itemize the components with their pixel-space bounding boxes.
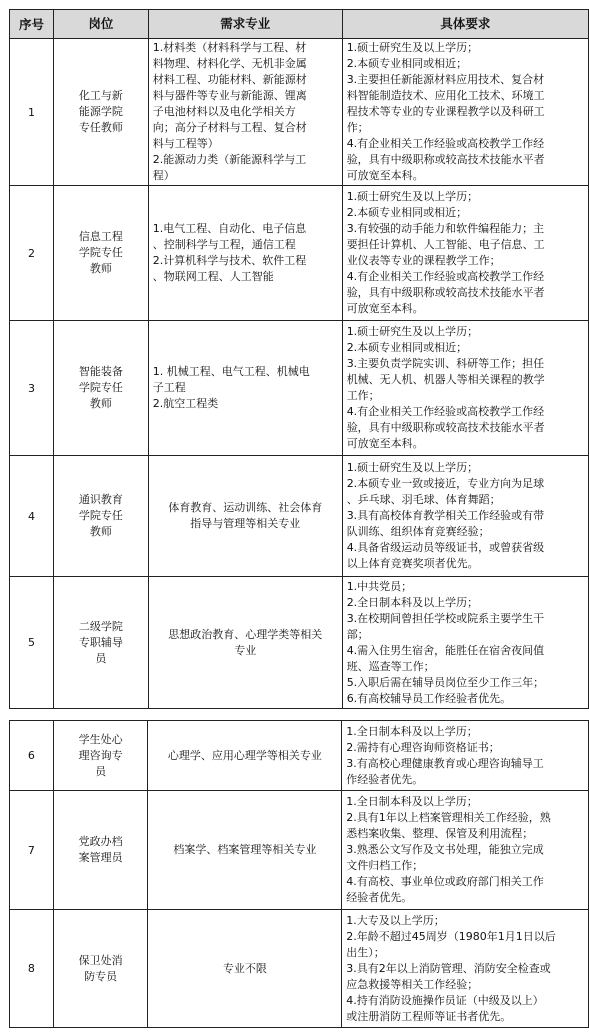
requirements-cell-line: 4.有企业相关工作经验或高校教学工作经 bbox=[346, 270, 545, 283]
majors-cell-line: 向；高分子材料与工程、复合材 bbox=[152, 121, 307, 134]
table-row bbox=[10, 456, 589, 577]
majors-cell-line: 程） bbox=[152, 169, 175, 182]
majors-cell-line: 思想政治教育、心理学类等相关 bbox=[168, 627, 323, 641]
position-cell-line: 案管理员 bbox=[78, 851, 123, 864]
positions-table-part-1 bbox=[9, 9, 589, 709]
table-row bbox=[10, 791, 589, 910]
requirements-cell bbox=[342, 186, 588, 321]
majors-cell-line: 档案学、档案管理等相关专业 bbox=[173, 843, 317, 856]
requirements-cell bbox=[342, 910, 589, 1028]
requirements-cell-line: 工作； bbox=[346, 389, 380, 402]
position-cell-line: 专任教师 bbox=[78, 121, 123, 134]
requirements-cell-line: 4.具备省级运动员等级证书，或曾获省级 bbox=[346, 541, 545, 554]
requirements-cell-line: 验，具有中级职称或较高技术技能水平者 bbox=[346, 421, 545, 434]
requirements-cell-line: 程技术等专业的专业课程教学以及科研工 bbox=[346, 105, 545, 118]
table-row bbox=[10, 577, 589, 709]
majors-cell-line: 子工程 bbox=[152, 381, 186, 394]
position-cell-line: 学院专任 bbox=[78, 381, 123, 394]
position-cell-line: 理咨询专 bbox=[78, 748, 123, 762]
requirements-cell-line: 悉档案收集、整理、保管及利用流程； bbox=[346, 827, 534, 840]
requirements-cell-line: 4.有高校、事业单位或政府部门相关工作 bbox=[346, 875, 544, 888]
table-row bbox=[10, 186, 589, 321]
header-majors: 需求专业 bbox=[148, 10, 342, 39]
table-row bbox=[10, 321, 589, 456]
position-cell bbox=[53, 910, 148, 1028]
position-cell bbox=[54, 186, 149, 321]
requirements-cell-line: 以上体育竞赛奖项者优先。 bbox=[346, 557, 479, 570]
majors-cell-line: 1. 机械工程、电气工程、机械电 bbox=[152, 365, 310, 378]
majors-cell-line: 2.计算机科学与技术、软件工程 bbox=[152, 254, 307, 267]
requirements-cell bbox=[342, 791, 589, 910]
positions-table-part-2 bbox=[9, 720, 589, 1028]
position-cell-line: 通识教育 bbox=[78, 493, 123, 506]
requirements-cell-line: 4.需入住男生宿舍，能胜任在宿舍夜间值 bbox=[346, 643, 545, 657]
requirements-cell-line: 2.本硕专业相同或相近； bbox=[346, 341, 468, 354]
majors-cell-line: 料物理、材料化学、无机非金属 bbox=[152, 57, 307, 70]
majors-cell bbox=[148, 910, 342, 1028]
requirements-cell-line: 要担任计算机、人工智能、电子信息、工 bbox=[346, 238, 545, 251]
header-position: 岗位 bbox=[54, 10, 149, 39]
majors-cell-line: 心理学、应用心理学等相关专业 bbox=[167, 748, 322, 762]
requirements-cell-line: 2.需持有心理咨询师资格证书； bbox=[346, 740, 500, 754]
position-cell bbox=[54, 456, 149, 577]
requirements-cell-line: 3.主要担任新能源材料应用技术、复合材 bbox=[346, 73, 545, 86]
position-cell-line: 专职辅导 bbox=[78, 635, 123, 649]
position-cell-line: 教师 bbox=[89, 525, 112, 538]
requirements-cell-line: 料智能制造技术、应用化工技术、环境工 bbox=[346, 89, 545, 102]
requirements-cell-line: 经验者优先。 bbox=[346, 891, 413, 904]
majors-cell-line: 材料工程、功能材料、新能源材 bbox=[152, 73, 307, 86]
requirements-cell-line: 验，具有中级职称或较高技术技能水平者 bbox=[346, 286, 545, 299]
requirements-cell bbox=[342, 456, 588, 577]
requirements-cell-line: 3.主要负责学院实训、科研等工作；担任 bbox=[346, 357, 545, 370]
requirements-cell-line: 1.硕士研究生及以上学历； bbox=[346, 190, 479, 203]
majors-cell bbox=[148, 39, 342, 186]
requirements-cell-line: 1.全日制本科及以上学历； bbox=[346, 724, 478, 738]
majors-cell-line: 1.材料类（材料科学与工程、材 bbox=[152, 41, 307, 54]
requirements-cell-line: 可放宽至本科。 bbox=[346, 437, 424, 450]
page-break bbox=[0, 711, 589, 720]
position-cell-line: 教师 bbox=[89, 262, 112, 275]
requirements-cell-line: 文件归档工作； bbox=[346, 859, 424, 872]
requirements-cell-line: 3.具有高校体育教学相关工作经验或有带 bbox=[346, 509, 545, 522]
majors-cell bbox=[148, 791, 342, 910]
requirements-cell-line: 1.全日制本科及以上学历； bbox=[346, 795, 478, 808]
row-index: 5 bbox=[10, 577, 54, 709]
requirements-cell-line: 1.硕士研究生及以上学历； bbox=[346, 325, 479, 338]
requirements-cell-line: 机械、无人机、机器人等相关课程的教学 bbox=[346, 373, 545, 386]
requirements-cell-line: 2.本硕专业一致或接近，专业方向为足球 bbox=[346, 477, 545, 490]
position-cell-line: 员 bbox=[95, 651, 107, 665]
requirements-cell-line: 可放宽至本科。 bbox=[346, 169, 424, 182]
position-cell bbox=[53, 721, 148, 791]
majors-cell-line: 、物联网工程、人工智能 bbox=[152, 270, 274, 283]
row-index: 3 bbox=[10, 321, 54, 456]
header-row bbox=[10, 10, 589, 39]
requirements-cell-line: 2.具有1年以上档案管理相关工作经验，熟 bbox=[346, 811, 551, 824]
requirements-cell-line: 2.本硕专业相同或相近； bbox=[346, 206, 468, 219]
requirements-cell-line: 队训练、组织体育竞赛经验； bbox=[346, 525, 490, 538]
position-cell bbox=[54, 321, 149, 456]
majors-cell-line: 子电池材料以及电化学相关方 bbox=[152, 105, 296, 118]
position-cell-line: 防专员 bbox=[84, 969, 118, 983]
requirements-cell-line: 部； bbox=[346, 627, 369, 641]
position-cell-line: 保卫处消 bbox=[78, 953, 123, 967]
row-index: 2 bbox=[10, 186, 54, 321]
majors-cell bbox=[148, 456, 342, 577]
requirements-cell-line: 5.入职后需在辅导员岗位至少工作三年； bbox=[346, 675, 545, 689]
requirements-cell-line: 3.有高校心理健康教育或心理咨询辅导工 bbox=[346, 756, 544, 770]
row-index: 1 bbox=[10, 39, 54, 186]
row-index: 4 bbox=[10, 456, 54, 577]
requirements-cell-line: 出生）； bbox=[346, 945, 385, 959]
majors-cell bbox=[148, 721, 342, 791]
requirements-cell-line: 、乒乓球、羽毛球、体育舞蹈； bbox=[346, 493, 501, 506]
majors-cell-line: 料与器件等专业与新能源、锂离 bbox=[152, 89, 307, 102]
requirements-cell bbox=[342, 577, 588, 709]
majors-cell-line: 2.能源动力类（新能源科学与工 bbox=[152, 153, 307, 166]
majors-cell-line: 体育教育、运动训练、社会体育 bbox=[168, 501, 323, 514]
requirements-cell-line: 2.全日制本科及以上学历； bbox=[346, 595, 479, 609]
row-index: 8 bbox=[10, 910, 54, 1028]
majors-cell-line: 、控制科学与工程，通信工程 bbox=[152, 238, 296, 251]
requirements-cell-line: 1.硕士研究生及以上学历； bbox=[346, 41, 479, 54]
majors-cell-line: 专业 bbox=[234, 643, 257, 657]
requirements-cell-line: 4.有企业相关工作经验或高校教学工作经 bbox=[346, 137, 545, 150]
row-index: 7 bbox=[10, 791, 54, 910]
requirements-cell-line: 1.硕士研究生及以上学历； bbox=[346, 461, 479, 474]
requirements-cell-line: 可放宽至本科。 bbox=[346, 302, 424, 315]
requirements-cell-line: 作经验者优先。 bbox=[346, 772, 424, 786]
majors-cell-line: 1.电气工程、自动化、电子信息 bbox=[152, 222, 307, 235]
majors-cell-line: 2.航空工程类 bbox=[152, 397, 219, 410]
requirements-cell-line: 4.持有消防设施操作员证（中级及以上） bbox=[346, 993, 544, 1007]
requirements-cell-line: 3.熟悉公文写作及文书处理，能独立完成 bbox=[346, 843, 544, 856]
majors-cell-line: 指导与管理等相关专业 bbox=[190, 517, 301, 530]
requirements-cell bbox=[342, 721, 589, 791]
position-cell-line: 教师 bbox=[89, 397, 112, 410]
header-requirements: 具体要求 bbox=[342, 10, 588, 39]
table-row bbox=[10, 721, 589, 791]
position-cell-line: 化工与新 bbox=[78, 89, 123, 102]
requirements-cell-line: 2.本硕专业相同或相近； bbox=[346, 57, 468, 70]
position-cell-line: 学院专任 bbox=[78, 509, 123, 522]
table-row bbox=[10, 910, 589, 1028]
majors-cell bbox=[148, 321, 342, 456]
requirements-cell-line: 或注册消防工程师等证书者优先。 bbox=[346, 1009, 512, 1023]
table-row bbox=[10, 39, 589, 186]
position-cell-line: 党政办档 bbox=[78, 835, 123, 848]
requirements-cell bbox=[342, 39, 588, 186]
position-cell-line: 能源学院 bbox=[78, 105, 123, 118]
position-cell-line: 员 bbox=[95, 764, 107, 778]
requirements-cell-line: 6.有高校辅导员工作经验者优先。 bbox=[346, 691, 512, 705]
requirements-cell-line: 4.有企业相关工作经验或高校教学工作经 bbox=[346, 405, 545, 418]
majors-cell bbox=[148, 577, 342, 709]
requirements-cell-line: 2.年龄不超过45周岁（1980年1月1日以后 bbox=[346, 929, 556, 943]
requirements-cell-line: 作； bbox=[346, 121, 369, 134]
requirements-cell-line: 1.大专及以上学历； bbox=[346, 913, 445, 927]
position-cell bbox=[54, 39, 149, 186]
majors-cell-line: 料与工程等） bbox=[152, 137, 219, 150]
position-cell-line: 学院专任 bbox=[78, 246, 123, 259]
requirements-cell-line: 应急救援等相关工作经验； bbox=[346, 977, 479, 991]
requirements-cell-line: 1.中共党员； bbox=[346, 579, 413, 593]
requirements-cell-line: 3.有较强的动手能力和软件编程能力；主 bbox=[346, 222, 545, 235]
requirements-cell-line: 验，具有中级职称或较高技术技能水平者 bbox=[346, 153, 545, 166]
position-cell-line: 智能装备 bbox=[78, 365, 123, 378]
requirements-cell-line: 3.具有2年以上消防管理、消防安全检查或 bbox=[346, 961, 551, 975]
position-cell bbox=[54, 577, 149, 709]
header-idx: 序号 bbox=[10, 10, 54, 39]
majors-cell bbox=[148, 186, 342, 321]
requirements-cell-line: 业仪表等专业的课程教学工作； bbox=[346, 254, 501, 267]
position-cell bbox=[53, 791, 148, 910]
position-cell-line: 信息工程 bbox=[78, 230, 123, 243]
position-cell-line: 学生处心 bbox=[78, 732, 123, 746]
requirements-cell-line: 3.在校期间曾担任学校或院系主要学生干 bbox=[346, 611, 545, 625]
requirements-cell bbox=[342, 321, 588, 456]
position-cell-line: 二级学院 bbox=[78, 619, 123, 633]
majors-cell-line: 专业不限 bbox=[222, 961, 267, 975]
requirements-cell-line: 班、巡查等工作； bbox=[346, 659, 435, 673]
row-index: 6 bbox=[10, 721, 54, 791]
